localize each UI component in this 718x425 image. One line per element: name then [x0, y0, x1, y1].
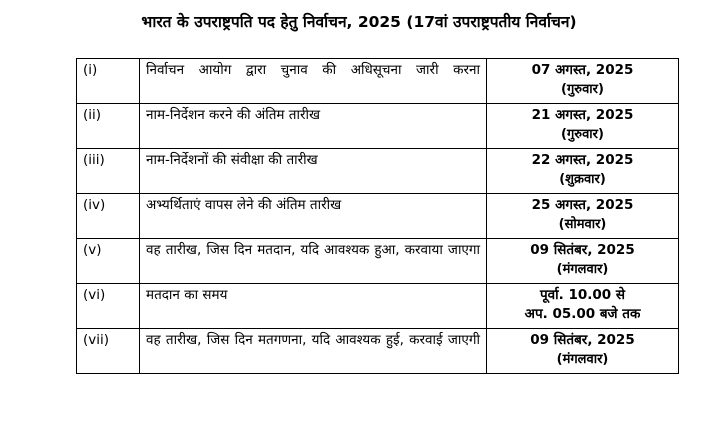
table-row — [77, 194, 679, 239]
row-number: (iii) — [77, 149, 140, 194]
row-date: 07 अगस्त, 2025 — [531, 62, 634, 78]
row-description: निर्वाचन आयोग द्वारा चुनाव की अधिसूचना जारी करना — [140, 59, 487, 104]
row-description: वह तारीख, जिस दिन मतदान, यदि आवश्यक हुआ, करवाया जाएगा — [140, 239, 487, 284]
row-day: (सोमवार) — [558, 217, 607, 232]
row-number: (ii) — [77, 104, 140, 149]
row-date: 22 अगस्त, 2025 — [531, 152, 634, 168]
row-date: 21 अगस्त, 2025 — [531, 107, 634, 123]
document-title: भारत के उपराष्ट्रपति पद हेतु निर्वाचन, 2025 (17वां उपराष्ट्रपतीय निर्वाचन) — [141, 13, 577, 31]
row-date-cell — [487, 239, 679, 284]
election-schedule-table — [76, 58, 679, 374]
row-date-cell — [487, 284, 679, 329]
table-row — [77, 104, 679, 149]
row-number: (v) — [77, 239, 140, 284]
row-number: (iv) — [77, 194, 140, 239]
row-date-cell — [487, 104, 679, 149]
row-date-cell — [487, 194, 679, 239]
row-date-cell — [487, 329, 679, 374]
row-number: (vi) — [77, 284, 140, 329]
table-row — [77, 329, 679, 374]
row-description: अभ्यर्थिताएं वापस लेने की अंतिम तारीख — [140, 194, 487, 239]
table-row — [77, 59, 679, 104]
row-day: (मंगलवार) — [556, 352, 609, 367]
row-description: मतदान का समय — [140, 284, 487, 329]
row-description: नाम-निर्देशनों की संवीक्षा की तारीख — [140, 149, 487, 194]
row-day: (मंगलवार) — [556, 262, 609, 277]
row-time-start: पूर्वा. 10.00 से — [539, 287, 626, 303]
table-row — [77, 284, 679, 329]
row-day: (शुक्रवार) — [559, 172, 606, 187]
row-date-cell — [487, 149, 679, 194]
row-number: (vii) — [77, 329, 140, 374]
row-day: (गुरुवार) — [561, 127, 604, 142]
row-description: नाम-निर्देशन करने की अंतिम तारीख — [140, 104, 487, 149]
row-day: (गुरुवार) — [561, 82, 604, 97]
row-date-cell — [487, 59, 679, 104]
row-date: 25 अगस्त, 2025 — [531, 197, 634, 213]
row-description: वह तारीख, जिस दिन मतगणना, यदि आवश्यक हुई, करवाई जाएगी — [140, 329, 487, 374]
table-row — [77, 239, 679, 284]
table-row — [77, 149, 679, 194]
row-date: 09 सितंबर, 2025 — [530, 332, 635, 348]
row-date: 09 सितंबर, 2025 — [530, 242, 635, 258]
row-number: (i) — [77, 59, 140, 104]
row-time-end: अप. 05.00 बजे तक — [524, 306, 641, 322]
